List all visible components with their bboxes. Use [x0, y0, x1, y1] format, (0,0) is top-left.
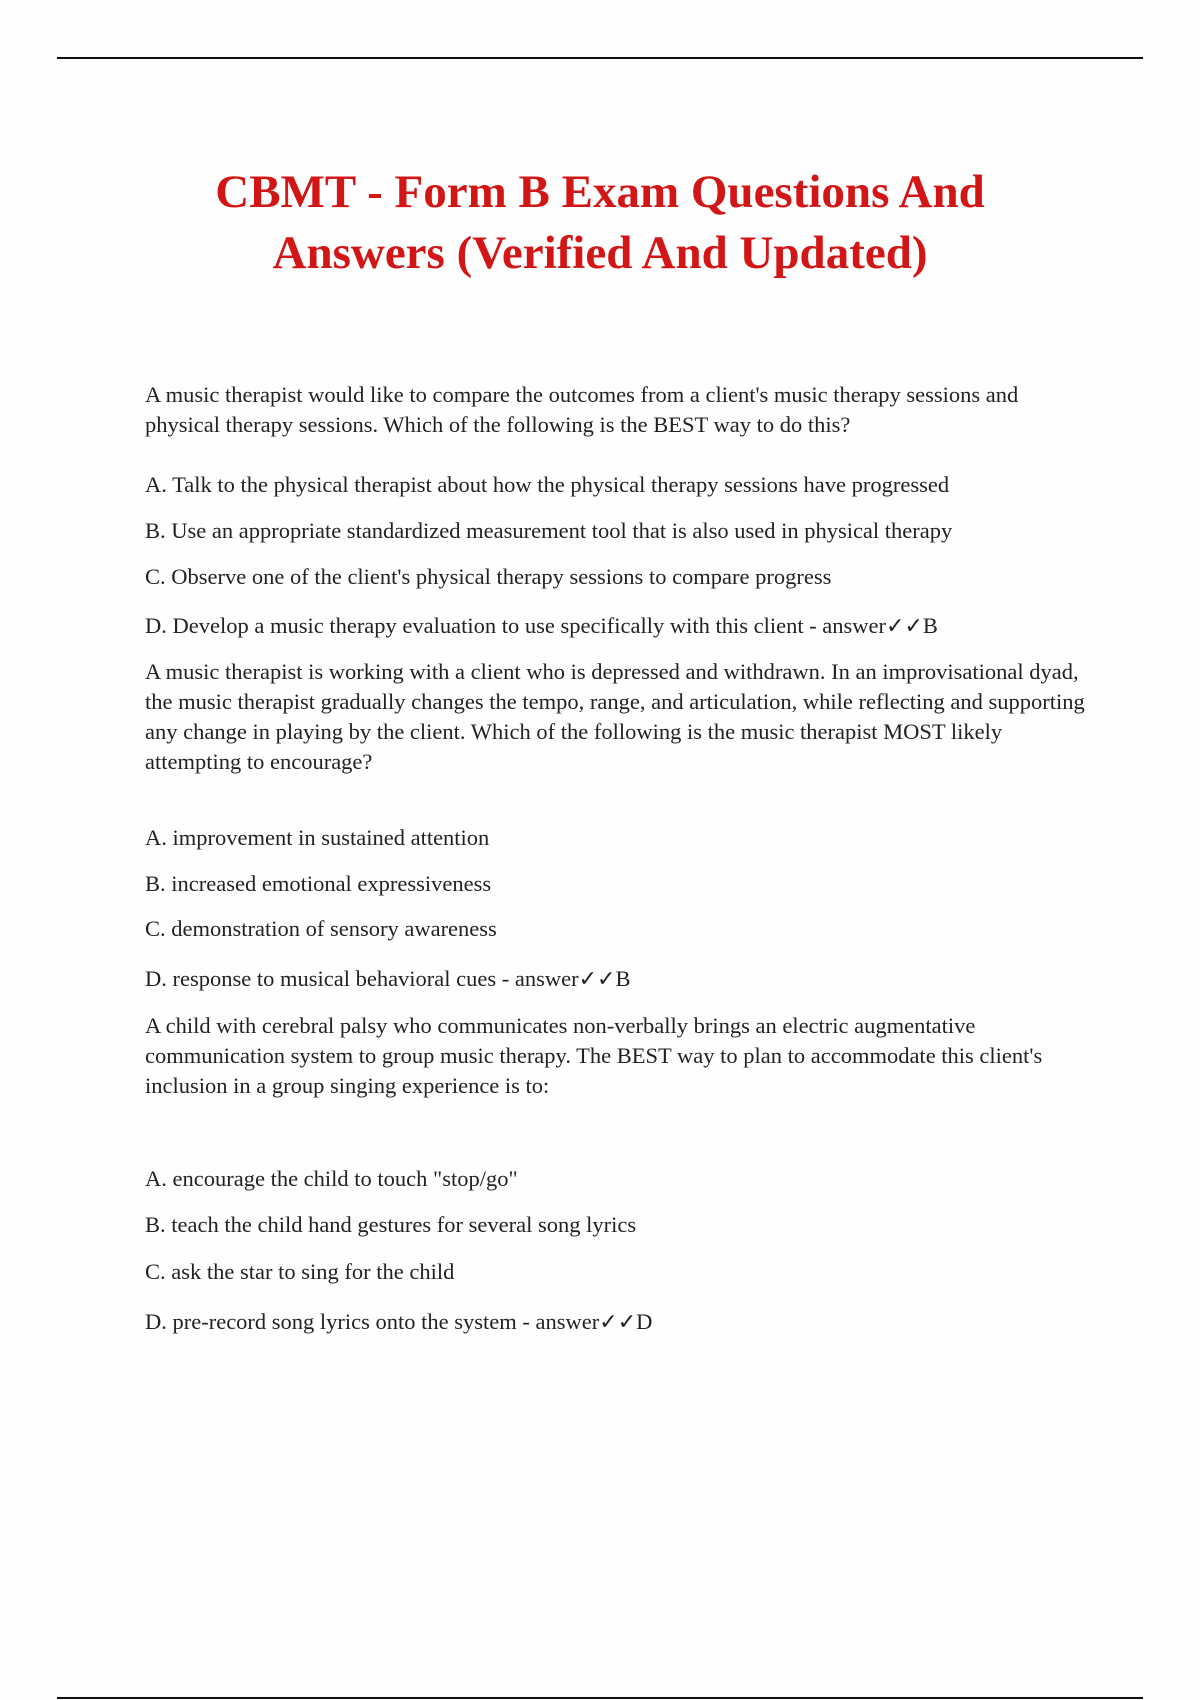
question-3-answer-letter: D: [636, 1309, 653, 1334]
answer-check-icon: ✓✓: [599, 1310, 637, 1335]
question-2-option-d: [145, 964, 1095, 995]
page-title: [0, 162, 1200, 284]
question-3-prompt: A child with cerebral palsy who communicates non-verbally brings an electric augmentative communication system to group music therapy. The BEST way to plan to accommodate this client's inclusion in a group singing experience is to:: [145, 1013, 1043, 1098]
question-3-option-a: A. encourage the child to touch "stop/go": [145, 1166, 518, 1191]
question-3-option-c: C. ask the star to sing for the child: [145, 1259, 455, 1284]
title-line-1: CBMT - Form B Exam Questions And: [215, 166, 985, 218]
question-1-option-c: C. Observe one of the client's physical therapy sessions to compare progress: [145, 564, 832, 589]
question-1-option-b: B. Use an appropriate standardized measurement tool that is also used in physical therapy: [145, 518, 953, 543]
question-2-prompt: A music therapist is working with a client who is depressed and withdrawn. In an improvisational dyad, the music therapist gradually changes the tempo, range, and articulation, while reflecting and supporting any change in playing by the client. Which of the following is the music therapist MOST likely attempting to encourage?: [145, 659, 1085, 774]
question-3-option-d: [145, 1307, 1095, 1338]
question-2-answer-letter: B: [615, 966, 631, 991]
question-2-option-c: C. demonstration of sensory awareness: [145, 916, 497, 941]
question-2-option-a: A. improvement in sustained attention: [145, 825, 490, 850]
question-2-option-d-text: D. response to musical behavioral cues - answer: [145, 966, 579, 991]
question-1-answer-letter: B: [922, 613, 938, 638]
question-1-option-d-text: D. Develop a music therapy evaluation to use specifically with this client - answer: [145, 613, 887, 638]
top-rule: [57, 57, 1143, 59]
question-2-option-b: B. increased emotional expressiveness: [145, 871, 492, 896]
question-3-option-b: B. teach the child hand gestures for several song lyrics: [145, 1212, 637, 1237]
question-1-option-a: A. Talk to the physical therapist about how the physical therapy sessions have progressed: [145, 472, 950, 497]
question-1-option-d: [145, 611, 1095, 642]
bottom-rule: [57, 1697, 1143, 1699]
answer-check-icon: ✓✓: [886, 614, 923, 639]
question-3-option-d-text: D. pre-record song lyrics onto the system - answer: [145, 1309, 600, 1334]
question-1-prompt: A music therapist would like to compare the outcomes from a client's music therapy sessions and physical therapy sessions. Which of the following is the BEST way to do this?: [145, 382, 1019, 437]
title-line-2: Answers (Verified And Updated): [272, 227, 928, 279]
answer-check-icon: ✓✓: [578, 967, 616, 992]
